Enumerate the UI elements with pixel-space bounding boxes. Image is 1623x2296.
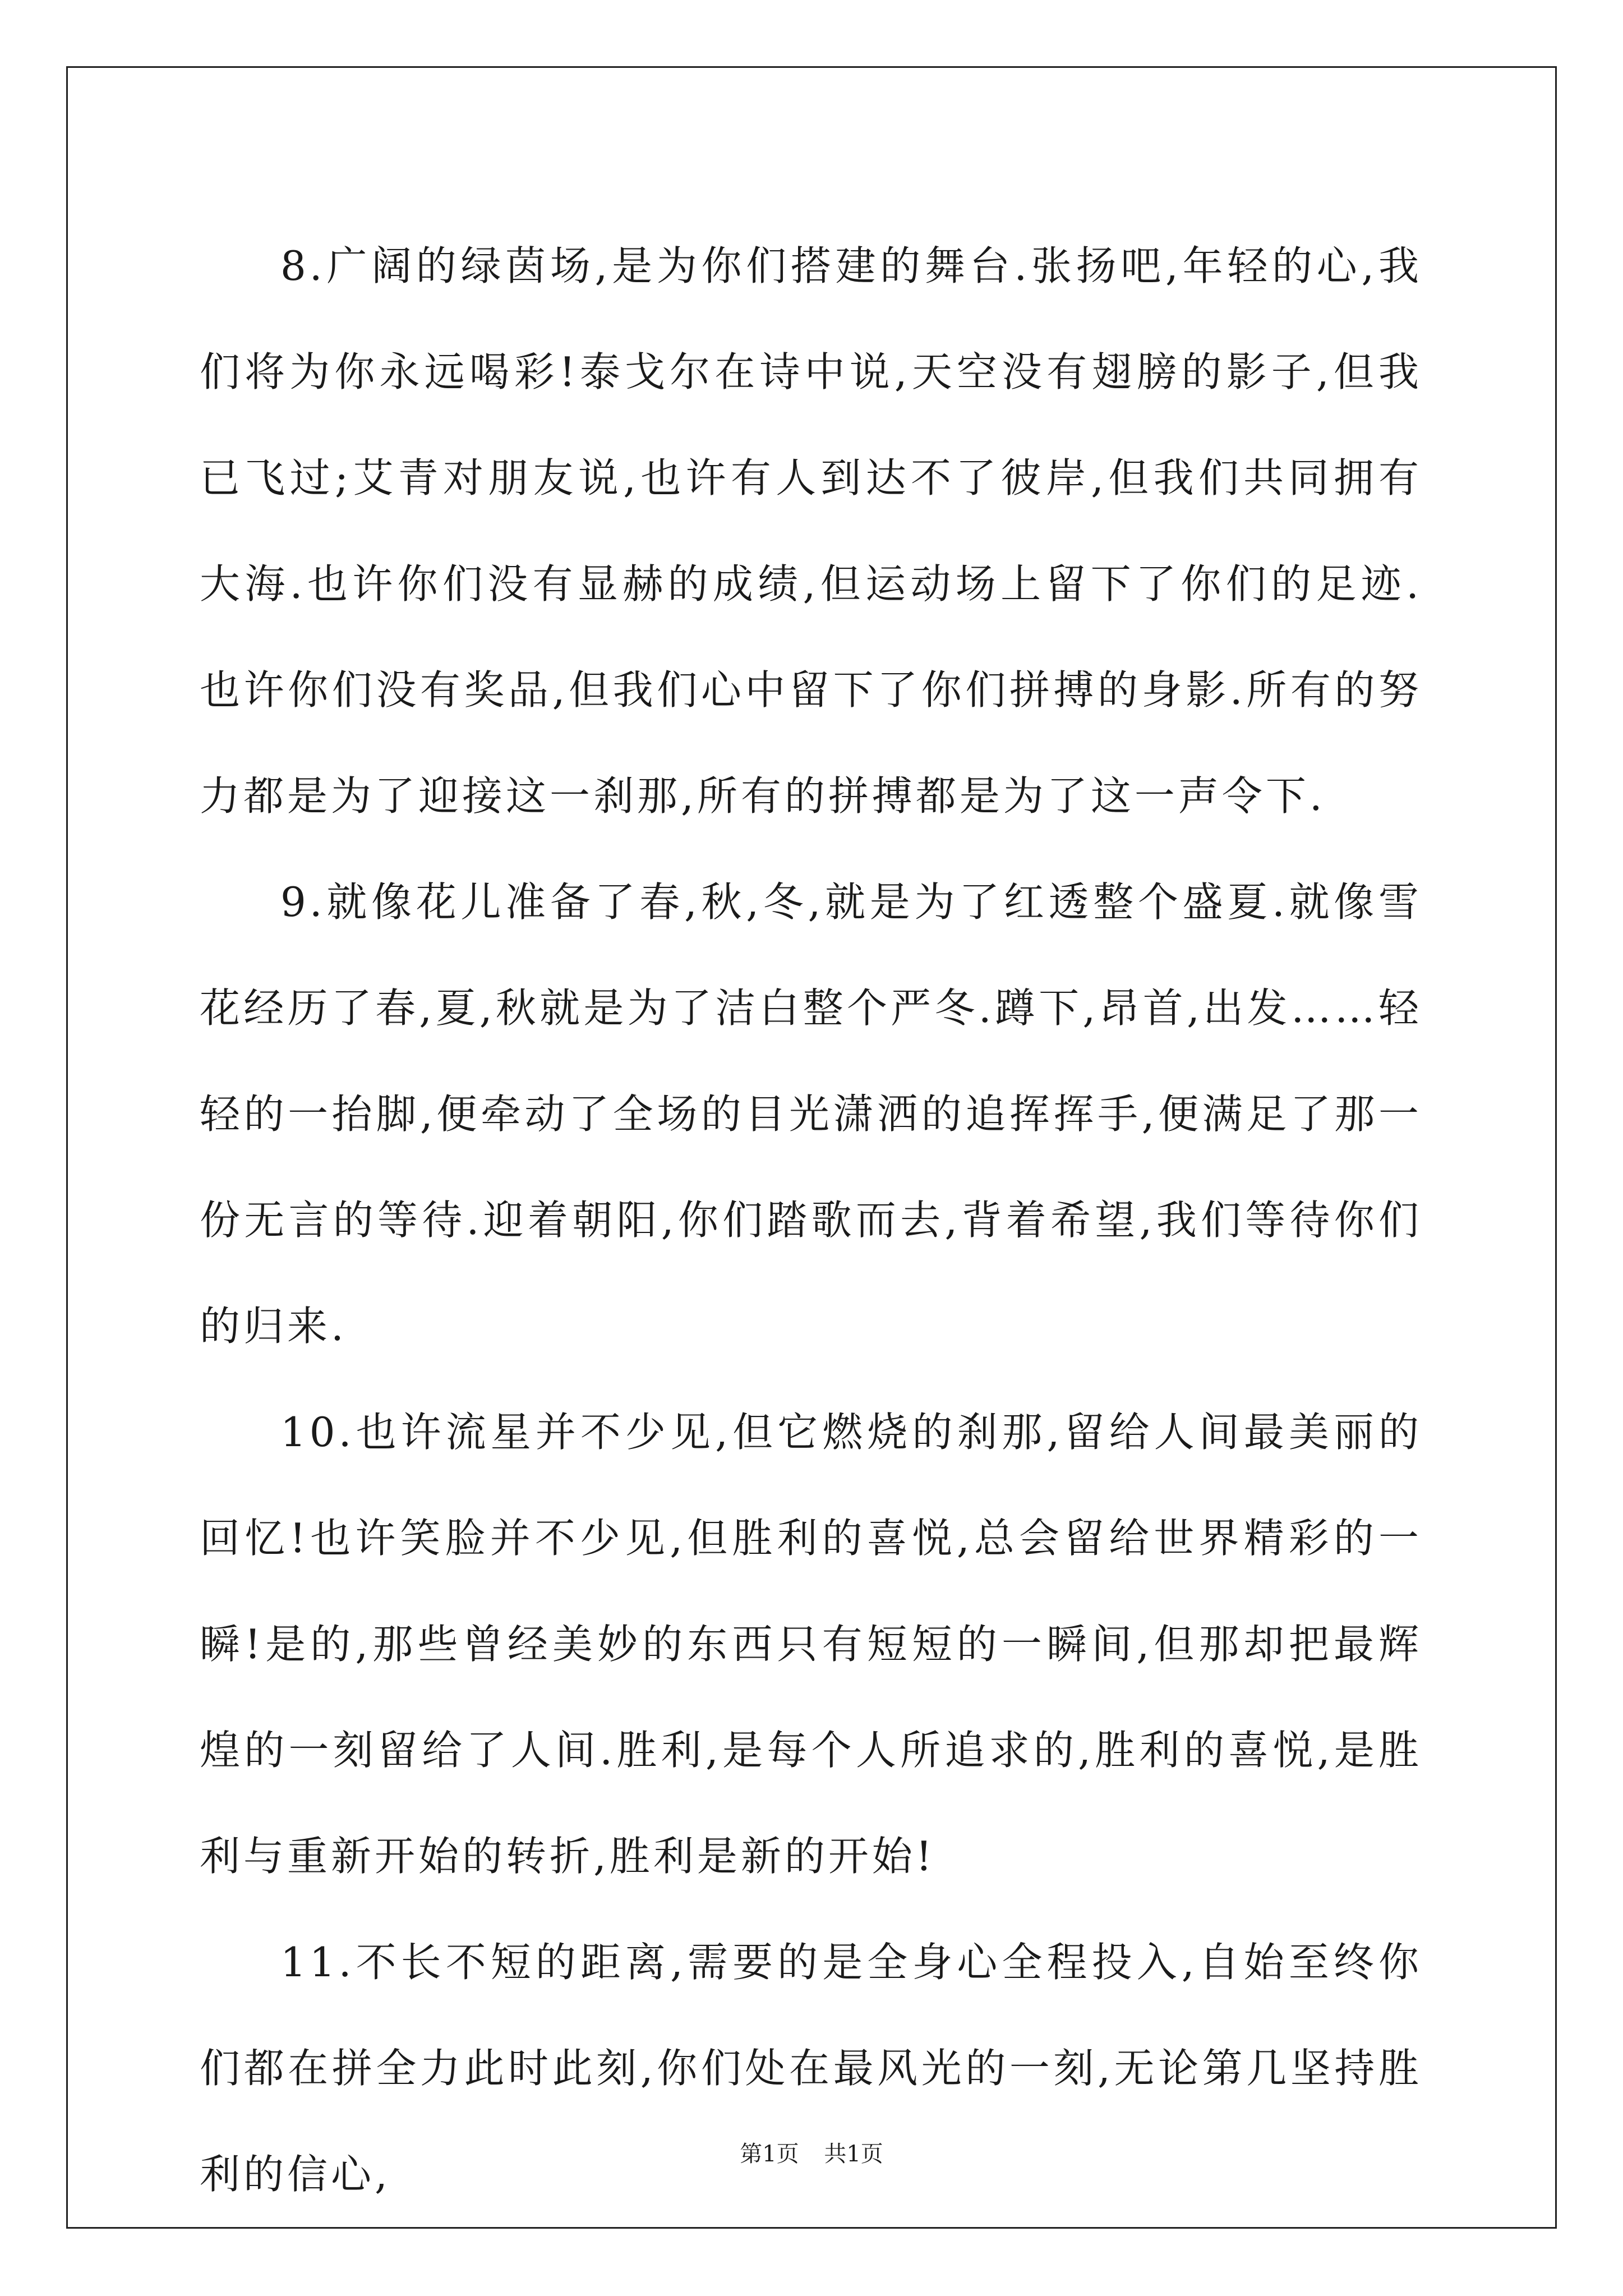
paragraph-11: 11.不长不短的距离,需要的是全身心全程投入,自始至终你们都在拼全力此时此刻,你们处在最风光的一刻,无论第几坚持胜利的信心,	[200, 1939, 1422, 2198]
paragraph-8: 8.广阔的绿茵场,是为你们搭建的舞台.张扬吧,年轻的心,我们将为你永远喝彩!泰戈尔在诗中说,天空没有翅膀的影子,但我已飞过;艾青对朋友说,也许有人到达不了彼岸,但我们共同拥有大海.也许你们没有显赫的成绩,但运动场上留下了你们的足迹.也许你们没有奖品,但我们心中留下了你们拼搏的身影.所有的努力都是为了迎接这一刹那,所有的拼搏都是为了这一声令下.	[200, 242, 1422, 820]
page-number-total: 共1页	[824, 2141, 883, 2167]
page-footer	[0, 2137, 1623, 2171]
document-body	[200, 213, 1422, 2228]
paragraph-9: 9.就像花儿准备了春,秋,冬,就是为了红透整个盛夏.就像雪花经历了春,夏,秋就是为了洁白整个严冬.蹲下,昂首,出发……轻轻的一抬脚,便牵动了全场的目光潇洒的追挥挥手,便满足了那一份无言的等待.迎着朝阳,你们踏歌而去,背着希望,我们等待你们的归来.	[200, 878, 1422, 1350]
paragraph-10: 10.也许流星并不少见,但它燃烧的刹那,留给人间最美丽的回忆!也许笑脸并不少见,但胜利的喜悦,总会留给世界精彩的一瞬!是的,那些曾经美妙的东西只有短短的一瞬间,但那却把最辉煌的一刻留给了人间.胜利,是每个人所追求的,胜利的喜悦,是胜利与重新开始的转折,胜利是新的开始!	[200, 1409, 1422, 1880]
page-number-current: 第1页	[740, 2141, 799, 2167]
